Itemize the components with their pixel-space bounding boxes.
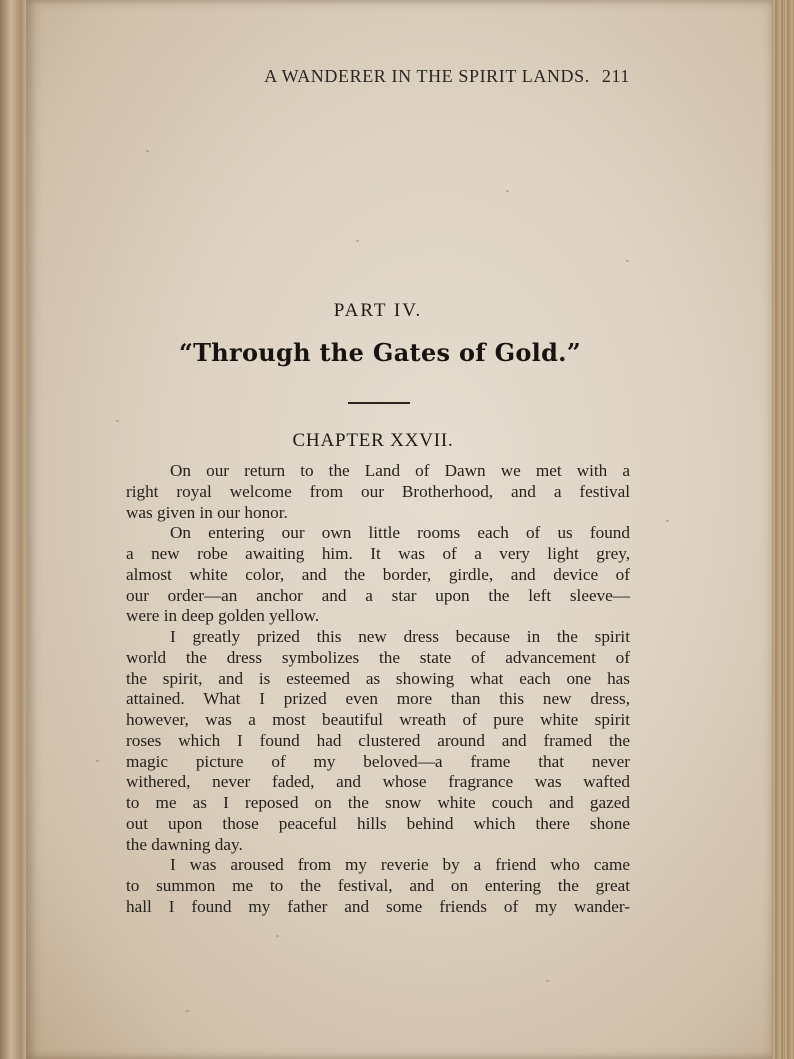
- body-line: almost white color, and the border, girdle, and device of: [126, 564, 630, 584]
- paper-fleck: [116, 420, 119, 422]
- body-line: right royal welcome from our Brotherhood, and a festival: [126, 481, 630, 501]
- paper-fleck: [96, 760, 99, 762]
- section-rule: [348, 402, 410, 404]
- body-line: On entering our own little rooms each of us found: [170, 523, 630, 543]
- paper-fleck: [146, 150, 149, 152]
- body-line: our order—an anchor and a star upon the left sleeve—: [126, 585, 630, 605]
- body-line: On our return to the Land of Dawn we met with a: [170, 461, 630, 480]
- running-head: [150, 66, 630, 87]
- body-line: out upon those peaceful hills behind which there shone: [126, 813, 630, 833]
- running-head-title: A WANDERER IN THE SPIRIT LANDS.: [264, 66, 590, 86]
- paper-fleck: [506, 190, 509, 192]
- page-stack-edge: [772, 0, 794, 1059]
- body-line: withered, never faded, and whose fragrance was wafted: [126, 772, 630, 792]
- body-line: were in deep golden yellow.: [126, 606, 320, 626]
- body-line: was given in our honor.: [126, 502, 288, 522]
- body-line: I greatly prized this new dress because in the spirit: [170, 627, 630, 646]
- body-line: magic picture of my beloved—a frame that never: [126, 751, 630, 771]
- body-line: the dawning day.: [126, 834, 243, 854]
- part-label: PART IV.: [333, 300, 423, 321]
- body-line: I was aroused from my reverie by a friend who came: [170, 855, 630, 875]
- body-line: world the dress symbolizes the state of advancement of: [126, 647, 630, 667]
- part-title: “Through the Gates of Gold.”: [179, 338, 581, 367]
- paper-fleck: [356, 240, 359, 242]
- body-line: the spirit, and is esteemed as showing what each one has: [126, 668, 630, 688]
- paper-fleck: [626, 260, 629, 262]
- chapter-heading: CHAPTER XXVII.: [292, 430, 454, 451]
- body-line: to me as I reposed on the snow white couch and gazed: [126, 793, 630, 812]
- body-line: however, was a most beautiful wreath of pure white spirit: [126, 710, 630, 729]
- body-line: hall I found my father and some friends of my wander-: [126, 896, 630, 916]
- paper-fleck: [276, 935, 279, 937]
- paper-fleck: [546, 980, 549, 982]
- book-spine-edge: [0, 0, 28, 1059]
- body-line: to summon me to the festival, and on entering the great: [126, 876, 630, 895]
- chapter-body: [126, 461, 630, 918]
- body-line: roses which I found had clustered around and framed the: [126, 730, 630, 750]
- paper-fleck: [186, 1010, 189, 1012]
- body-line: a new robe awaiting him. It was of a very light grey,: [126, 544, 630, 563]
- paper-fleck: [666, 520, 669, 522]
- page-number: 211: [601, 66, 630, 86]
- body-line: attained. What I prized even more than this new dress,: [126, 689, 630, 709]
